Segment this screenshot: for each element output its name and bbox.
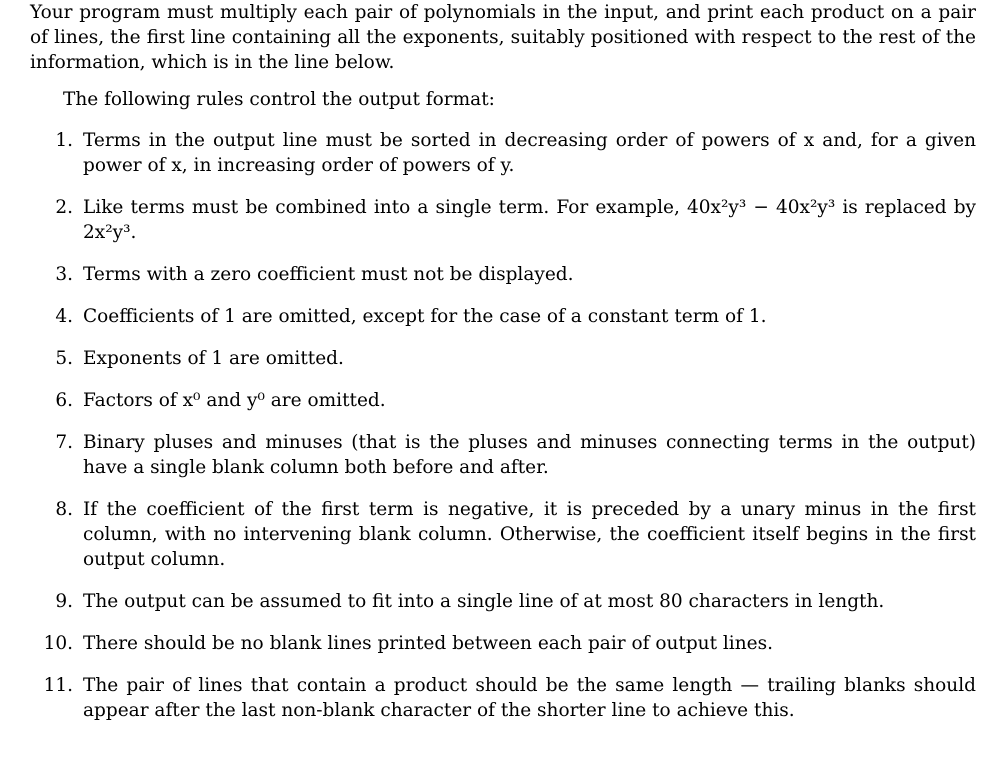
- rule-text: The pair of lines that contain a product should be the same length — trailing blanks should appear after the last non-blank character of the shorter line to achieve this.: [83, 675, 976, 721]
- rule-item: [30, 195, 976, 245]
- rule-item: [30, 304, 976, 329]
- rule-item: [30, 262, 976, 287]
- rule-number: 2.: [55, 197, 73, 218]
- rule-text: Exponents of 1 are omitted.: [83, 348, 344, 369]
- intro-paragraph: Your program must multiply each pair of polynomials in the input, and print each product on a pair of lines, the first line containing all the exponents, suitably positioned with respect to the rest of the information, which is in the line below.: [30, 2, 976, 73]
- rule-item: [30, 631, 976, 656]
- rule-number: 9.: [55, 591, 73, 612]
- rule-number: 4.: [55, 306, 73, 327]
- rule-number: 10.: [43, 633, 73, 654]
- rule-text: Factors of x⁰ and y⁰ are omitted.: [83, 390, 386, 411]
- rule-text: Coefficients of 1 are omitted, except for the case of a constant term of 1.: [83, 306, 767, 327]
- document-page: [30, 0, 976, 740]
- rule-item: [30, 346, 976, 371]
- rule-number: 5.: [55, 348, 73, 369]
- rule-text: If the coefficient of the first term is negative, it is preceded by a unary minus in the first column, with no intervening blank column. Otherwise, the coefficient itself begins in the first output column.: [83, 499, 976, 570]
- rule-item: [30, 497, 976, 572]
- rule-number: 1.: [55, 130, 73, 151]
- rule-text: Terms in the output line must be sorted in decreasing order of powers of x and, for a given power of x, in increasing order of powers of y.: [83, 130, 976, 176]
- rule-item: [30, 430, 976, 480]
- rule-number: 3.: [55, 264, 73, 285]
- rule-text: Terms with a zero coefficient must not be displayed.: [83, 264, 574, 285]
- rule-text: There should be no blank lines printed between each pair of output lines.: [83, 633, 773, 654]
- rule-number: 11.: [43, 675, 73, 696]
- rule-item: [30, 589, 976, 614]
- rule-number: 7.: [55, 432, 73, 453]
- rule-text: Binary pluses and minuses (that is the pluses and minuses connecting terms in the output) have a single blank column both before and after.: [83, 432, 976, 478]
- rule-text: Like terms must be combined into a single term. For example, 40x²y³ − 40x²y³ is replaced by 2x²y³.: [83, 197, 976, 243]
- rule-item: [30, 128, 976, 178]
- rule-item: [30, 673, 976, 723]
- rule-text: The output can be assumed to fit into a single line of at most 80 characters in length.: [83, 591, 885, 612]
- rule-item: [30, 388, 976, 413]
- rules-list: [30, 128, 976, 723]
- rule-number: 8.: [55, 499, 73, 520]
- rule-number: 6.: [55, 390, 73, 411]
- rules-lead-paragraph: The following rules control the output format:: [63, 89, 495, 110]
